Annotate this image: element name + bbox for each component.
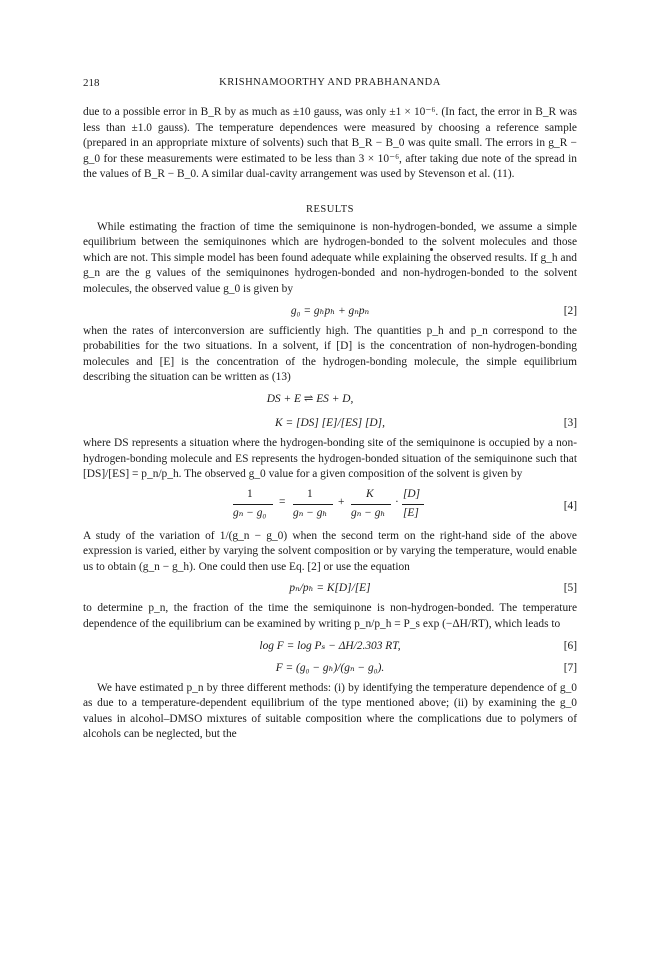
paragraph-temperature: to determine p_n, the fraction of the time the semiquinone is non-hydrogen-bonded. The temperature dependence of the equilibrium can be examined by writing p_n/p_h = P_s exp (−ΔH/RT), which leads to — [83, 602, 577, 631]
equation-7-number: [7] — [563, 661, 577, 674]
equation-2-expression: g₀ = gₕpₕ + gₙpₙ — [290, 304, 370, 317]
equation-6 — [83, 637, 577, 657]
fraction-3-numerator: K — [366, 487, 374, 500]
equation-3-expression: K = [DS] [E]/[ES] [D], — [275, 416, 385, 429]
equation-2 — [83, 302, 577, 322]
equation-6-expression: log F = log Pₛ − ΔH/2.303 RT, — [259, 639, 401, 652]
equation-6-number: [6] — [563, 639, 577, 652]
equation-reaction — [83, 390, 577, 410]
fraction-3-bar — [351, 504, 391, 505]
equation-5 — [83, 579, 577, 599]
paragraph-methods: We have estimated p_n by three different methods: (i) by identifying the temperature dependence of g_0 as due to a temperature-dependent equilibrium of the type mentioned above; (ii) by examining the g_0 values in alcohol–DMSO mixtures of suitable composition where the complications due to polymers of alcohols can be neglected, but the — [83, 681, 577, 741]
page-number: 218 — [83, 77, 100, 89]
equilibrium-reaction: DS + E ⇌ ES + D, — [266, 392, 354, 405]
page-header — [83, 77, 577, 93]
fraction-2-numerator: 1 — [307, 487, 313, 500]
article-body — [83, 105, 577, 743]
fraction-4-denominator: [E] — [403, 506, 419, 519]
equation-2-number: [2] — [563, 304, 577, 317]
fraction-1-denominator: gₙ − g₀ — [233, 506, 267, 519]
fraction-2-denominator: gₙ − gₕ — [293, 506, 328, 519]
fraction-4-bar — [402, 504, 424, 505]
equation-4-expression: 1 gₙ − g₀ = 1 gₙ − gₕ + K gₙ − gₕ · [D] [E] — [233, 487, 473, 525]
equation-7-expression: F = (g₀ − gₕ)/(gₙ − g₀). — [275, 661, 385, 674]
paragraph-variation: A study of the variation of 1/(g_n − g_0) when the second term on the right-hand side of the above expression is varied, either by varying the solvent composition or by varying the temperature, would enable us to obtain (g_n − g_h). One could then use Eq. [2] or use the equation — [83, 529, 577, 573]
fraction-1-numerator: 1 — [247, 487, 253, 500]
equation-4-number: [4] — [563, 499, 577, 512]
fraction-4-numerator: [D] — [403, 487, 421, 500]
fraction-3-denominator: gₙ − gₕ — [351, 506, 386, 519]
fraction-2-bar — [293, 504, 333, 505]
equation-7 — [83, 659, 577, 679]
equation-4 — [83, 487, 577, 525]
equation-5-expression: pₙ/pₕ = K[D]/[E] — [289, 582, 371, 595]
equation-3-number: [3] — [563, 416, 577, 429]
section-heading: RESULTS — [305, 203, 355, 215]
paragraph-model: While estimating the fraction of time the semiquinone is non-hydrogen-bonded, we assume a simple equilibrium between the semiquinones which are hydrogen-bonded to the solvent molecules and those which are not. This simple model has been found adequate while explaining the observed results. If g_h and g_n are the g values of the semiquinones hydrogen-bonded and non-hydrogen-bonded to the solvent molecules, the observed value g_0 is given by — [83, 220, 577, 295]
fraction-1-bar — [233, 504, 273, 505]
paragraph-ds-es: where DS represents a situation where the hydrogen-bonding site of the semiquinone is occupied by a non-hydrogen-bonding molecule and ES represents the hydrogen-bonded situation of the semiquinone such that [DS]/[ES] = p_n/p_h. The observed g_0 value for a given composition of the solvent is given by — [83, 436, 577, 481]
equation-5-number: [5] — [563, 582, 577, 595]
running-head: KRISHNAMOORTHY AND PRABHANANDA — [219, 77, 441, 88]
paragraph-probabilities: when the rates of interconversion are sufficiently high. The quantities p_h and p_n correspond to the probabilities for the two situations. In a solvent, if [D] is the concentration of non-hydrogen-bonding molecules and [E] is the concentration of the hydrogen-bonding molecule, the simple equilibrium describing the situation can be written as (13) — [83, 324, 577, 384]
equation-3 — [83, 414, 577, 434]
paragraph-methods-end: due to a possible error in B_R by as much as ±10 gauss, was only ±1 × 10⁻⁶. (In fact, the error in B_R was less than ±1.0 gauss). The temperature dependences were measured by choosing a reference sample (prepared in an appropriate mixture of solvents) such that B_R − B_0 was quite small. The errors in g_R − g_0 for these measurements were estimated to be less than 3 × 10⁻⁶, after taking due note of the spread in the values of B_R − B_0. A similar dual-cavity arrangement was used by Stevenson et al. (11). — [83, 106, 577, 181]
